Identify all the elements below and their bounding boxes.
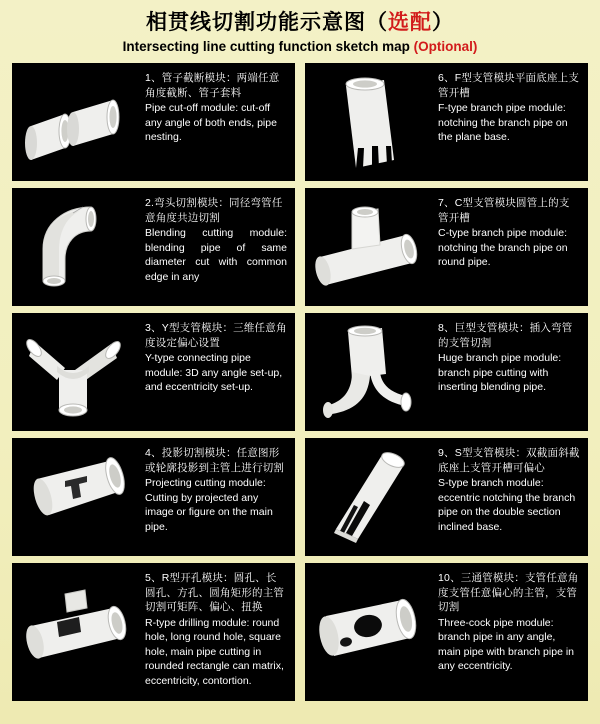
module-text — [434, 64, 587, 180]
module-label-cn: 7、C型支管模块圆管上的支管开槽 — [438, 197, 570, 224]
three-cock-pipe-icon — [306, 564, 434, 700]
inclined-section-pipe-icon — [306, 439, 434, 555]
module-card[interactable] — [12, 563, 295, 701]
y-branch-pipe-icon — [13, 314, 141, 430]
module-card[interactable] — [12, 438, 295, 556]
module-card[interactable] — [305, 313, 588, 431]
module-label-en: C-type branch pipe module: notching the branch pipe on round pipe. — [438, 227, 568, 268]
flat-base-notched-pipe-icon — [306, 64, 434, 180]
title-cn-main: 相贯线切割功能示意图（ — [146, 11, 388, 34]
module-grid — [12, 63, 588, 701]
module-label-en: Y-type connecting pipe module: 3D any angle set-up, and eccentricity set-up. — [145, 352, 283, 393]
module-text — [141, 314, 294, 430]
module-label-en: Projecting cutting module: Cutting by projected any image or figure on the main pipe. — [145, 477, 273, 533]
module-text — [141, 564, 294, 700]
module-label-cn: 10、三通管模块：支管任意角度支管任意偏心的主管，支管切割 — [438, 572, 579, 613]
module-label-cn: 4、投影切割模块：任意图形或轮廓投影到主管上进行切割 — [145, 447, 285, 474]
module-text — [434, 564, 587, 700]
module-label-cn: 8、巨型支管模块：插入弯管的支管切割 — [438, 322, 573, 349]
title-cn-optional: 选配 — [388, 11, 432, 34]
module-column-left — [12, 63, 295, 701]
module-label-en: Blending cutting module: blending pipe of same diameter cut with common edge in any — [145, 227, 287, 283]
projected-shape-pipe-icon — [13, 439, 141, 555]
title-en-main: Intersecting line cutting function sketch map — [122, 39, 414, 54]
module-label-cn: 1、管子截断模块：两端任意角度截断、管子套料 — [145, 72, 280, 99]
module-text — [434, 314, 587, 430]
module-label-en: F-type branch pipe module: notching the branch pipe on the plane base. — [438, 102, 568, 143]
module-card[interactable] — [12, 63, 295, 181]
module-label-en: Three-cock pipe module: branch pipe in any angle, main pipe with branch pipe in any eccentricity. — [438, 616, 574, 672]
module-card[interactable] — [305, 188, 588, 306]
module-label-cn: 9、S型支管模块：双截面斜截底座上支管开槽可偏心 — [438, 447, 580, 474]
module-label-cn: 2.弯头切割模块：同径弯管任意角度共边切割 — [145, 197, 283, 224]
title-cn-tail: ） — [432, 11, 454, 34]
module-label-en: S-type branch module: eccentric notching the branch pipe on the double section inclined base. — [438, 477, 576, 533]
module-text — [141, 64, 294, 180]
module-text — [434, 189, 587, 305]
title-en-optional: (Optional) — [413, 39, 478, 54]
module-label-cn: 6、F型支管模块平面底座上支管开槽 — [438, 72, 580, 99]
module-card[interactable] — [305, 438, 588, 556]
page-title-en — [0, 39, 600, 55]
module-label-en: R-type drilling module: round hole, long round hole, square hole, main pipe cutting in rounded rectangle can matrix, eccentricity, contortion. — [145, 616, 284, 687]
page-header — [0, 0, 600, 55]
page-title-cn — [0, 10, 600, 36]
module-card[interactable] — [12, 313, 295, 431]
module-label-en: Pipe cut-off module: cut-off any angle of both ends, pipe nesting. — [145, 102, 277, 143]
square-hole-pipe-icon — [13, 564, 141, 700]
module-text — [434, 439, 587, 555]
elbow-pipe-icon — [13, 189, 141, 305]
module-text — [141, 189, 294, 305]
module-text — [141, 439, 294, 555]
two-pipe-segments-icon — [13, 64, 141, 180]
module-label-cn: 5、R型开孔模块：圆孔、长圆孔、方孔、圆角矩形的主管切割可矩阵、偏心、扭换 — [145, 572, 285, 613]
module-card[interactable] — [305, 563, 588, 701]
module-column-right — [305, 63, 588, 701]
tee-pipe-icon — [306, 189, 434, 305]
module-card[interactable] — [12, 188, 295, 306]
module-label-en: Huge branch pipe module: branch pipe cutting with inserting blending pipe. — [438, 352, 562, 393]
module-card[interactable] — [305, 63, 588, 181]
module-label-cn: 3、Y型支管模块：三维任意角度设定偏心设置 — [145, 322, 287, 349]
huge-branch-pipe-icon — [306, 314, 434, 430]
